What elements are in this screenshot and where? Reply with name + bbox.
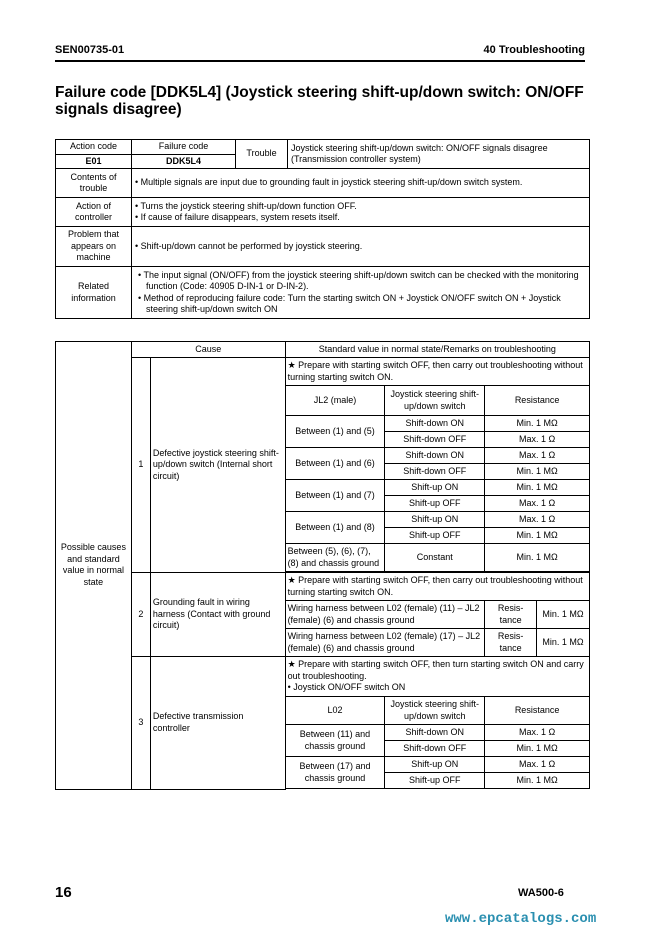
cause-3-resistance: Min. 1 MΩ [485, 773, 590, 789]
related-text [132, 267, 590, 319]
cause-1-col-resistance: Resistance [485, 386, 590, 416]
cause-1-resistance: Max. 1 Ω [485, 512, 590, 528]
cause-1-state: Shift-up OFF [385, 496, 485, 512]
cause-1-col-jl2: JL2 (male) [285, 386, 385, 416]
cause-1-state: Shift-up ON [385, 480, 485, 496]
related-item-2: • Method of reproducing failure code: Turn the starting switch ON + Joystick ON/OFF switch ON + Joystick steering shift-up/down switch ON [138, 292, 561, 314]
cause-3-note [285, 657, 589, 697]
cause-3-resistance: Max. 1 Ω [485, 725, 590, 741]
action-text [132, 198, 590, 227]
cause-2-name: Grounding fault in wiring harness (Contact with ground circuit) [150, 573, 285, 657]
cause-1-between: Between (1) and (5) [285, 416, 385, 448]
cause-3-col-switch: Joystick steering shift-up/down switch [385, 697, 485, 725]
doc-code: SEN00735-01 [55, 44, 125, 56]
cause-1-resistance: Min. 1 MΩ [485, 464, 590, 480]
header-rule [55, 60, 585, 62]
cause-1-resistance: Min. 1 MΩ [485, 528, 590, 544]
action-item-2: • If cause of failure disappears, system resets itself. [135, 212, 340, 222]
cause-2-resistance: Min. 1 MΩ [537, 601, 590, 629]
cause-1-resistance: Min. 1 MΩ [485, 480, 590, 496]
cause-3-state: Shift-down ON [385, 725, 485, 741]
cause-1-number: 1 [131, 358, 150, 573]
model-number: WA500-6 [518, 887, 564, 899]
cause-1-resistance: Max. 1 Ω [485, 448, 590, 464]
cause-3-note-2: • Joystick ON/OFF switch ON [287, 682, 406, 693]
cause-3-col-l02: L02 [285, 697, 385, 725]
action-code-label: Action code [56, 140, 132, 155]
action-item-1: • Turns the joystick steering shift-up/down function OFF. [135, 200, 357, 211]
cause-3-note-1: ★ Prepare with starting switch OFF, then turn starting switch ON and carry out troubleshooting. [287, 659, 584, 681]
cause-1-state: Shift-down ON [385, 416, 485, 432]
page-number: 16 [55, 884, 72, 901]
cause-1-between: Between (5), (6), (7), (8) and chassis ground [285, 544, 385, 572]
cause-3-state: Shift-down OFF [385, 741, 485, 757]
cause-1-state: Shift-down OFF [385, 432, 485, 448]
trouble-label: Trouble [236, 140, 288, 169]
cause-1-state: Constant [385, 544, 485, 572]
cause-2-harness: Wiring harness between L02 (female) (11) – JL2 (female) (6) and chassis ground [285, 601, 485, 629]
cause-2-resistance-label: Resis-tance [485, 601, 537, 629]
cause-1-col-switch: Joystick steering shift-up/down switch [385, 386, 485, 416]
related-label: Related information [56, 267, 132, 319]
cause-3-state: Shift-up ON [385, 757, 485, 773]
cause-3-resistance: Min. 1 MΩ [485, 741, 590, 757]
cause-1-state: Shift-down ON [385, 448, 485, 464]
cause-1-resistance: Max. 1 Ω [485, 496, 590, 512]
problem-text: • Shift-up/down cannot be performed by joystick steering. [132, 227, 590, 267]
cause-3-number: 3 [131, 657, 150, 790]
section-title: 40 Troubleshooting [483, 44, 585, 56]
cause-3-between: Between (11) and chassis ground [285, 725, 385, 757]
cause-3-name: Defective transmission controller [150, 657, 285, 790]
contents-label: Contents of trouble [56, 169, 132, 198]
cause-2-number: 2 [131, 573, 150, 657]
cause-1-note: ★ Prepare with starting switch OFF, then carry out troubleshooting without turning starting switch ON. [285, 358, 589, 386]
cause-1-between: Between (1) and (8) [285, 512, 385, 544]
cause-1-between: Between (1) and (6) [285, 448, 385, 480]
related-item-1: • The input signal (ON/OFF) from the joystick steering shift-up/down switch can be checked with the monitoring function (Code: 40905 D-IN-1 or D-IN-2). [138, 269, 579, 291]
cause-3-resistance: Max. 1 Ω [485, 757, 590, 773]
action-code: E01 [56, 154, 132, 169]
failure-code-label: Failure code [132, 140, 236, 155]
cause-1-name: Defective joystick steering shift-up/down switch (Internal short circuit) [150, 358, 285, 573]
cause-1-between: Between (1) and (7) [285, 480, 385, 512]
standard-value-header: Standard value in normal state/Remarks on troubleshooting [285, 342, 589, 358]
cause-1-resistance: Min. 1 MΩ [485, 544, 590, 572]
cause-3-state: Shift-up OFF [385, 773, 485, 789]
cause-3-between: Between (17) and chassis ground [285, 757, 385, 789]
cause-3-col-resistance: Resistance [485, 697, 590, 725]
problem-label: Problem that appears on machine [56, 227, 132, 267]
page-title: Failure code [DDK5L4] (Joystick steering shift-up/down switch: ON/OFF signals disagree) [55, 84, 584, 118]
cause-1-state: Shift-up OFF [385, 528, 485, 544]
watermark-link[interactable]: www.epcatalogs.com [445, 911, 597, 927]
trouble-text: Joystick steering shift-up/down switch: ON/OFF signals disagree (Transmission controller system) [288, 140, 590, 169]
contents-text: • Multiple signals are input due to grounding fault in joystick steering shift-up/down switch system. [132, 169, 590, 198]
failure-code: DDK5L4 [132, 154, 236, 169]
cause-1-resistance: Min. 1 MΩ [485, 416, 590, 432]
cause-1-state: Shift-up ON [385, 512, 485, 528]
failure-info-table [55, 139, 590, 319]
action-label: Action of controller [56, 198, 132, 227]
cause-2-resistance-label: Resis-tance [485, 629, 537, 657]
cause-header: Cause [131, 342, 285, 358]
cause-1-state: Shift-down OFF [385, 464, 485, 480]
cause-2-note: ★ Prepare with starting switch OFF, then carry out troubleshooting without turning starting switch ON. [285, 573, 589, 601]
cause-2-resistance: Min. 1 MΩ [537, 629, 590, 657]
cause-2-harness: Wiring harness between L02 (female) (17) – JL2 (female) (6) and chassis ground [285, 629, 485, 657]
possible-causes-label: Possible causes and standard value in normal state [56, 342, 132, 790]
causes-table [55, 341, 590, 790]
cause-1-resistance: Max. 1 Ω [485, 432, 590, 448]
